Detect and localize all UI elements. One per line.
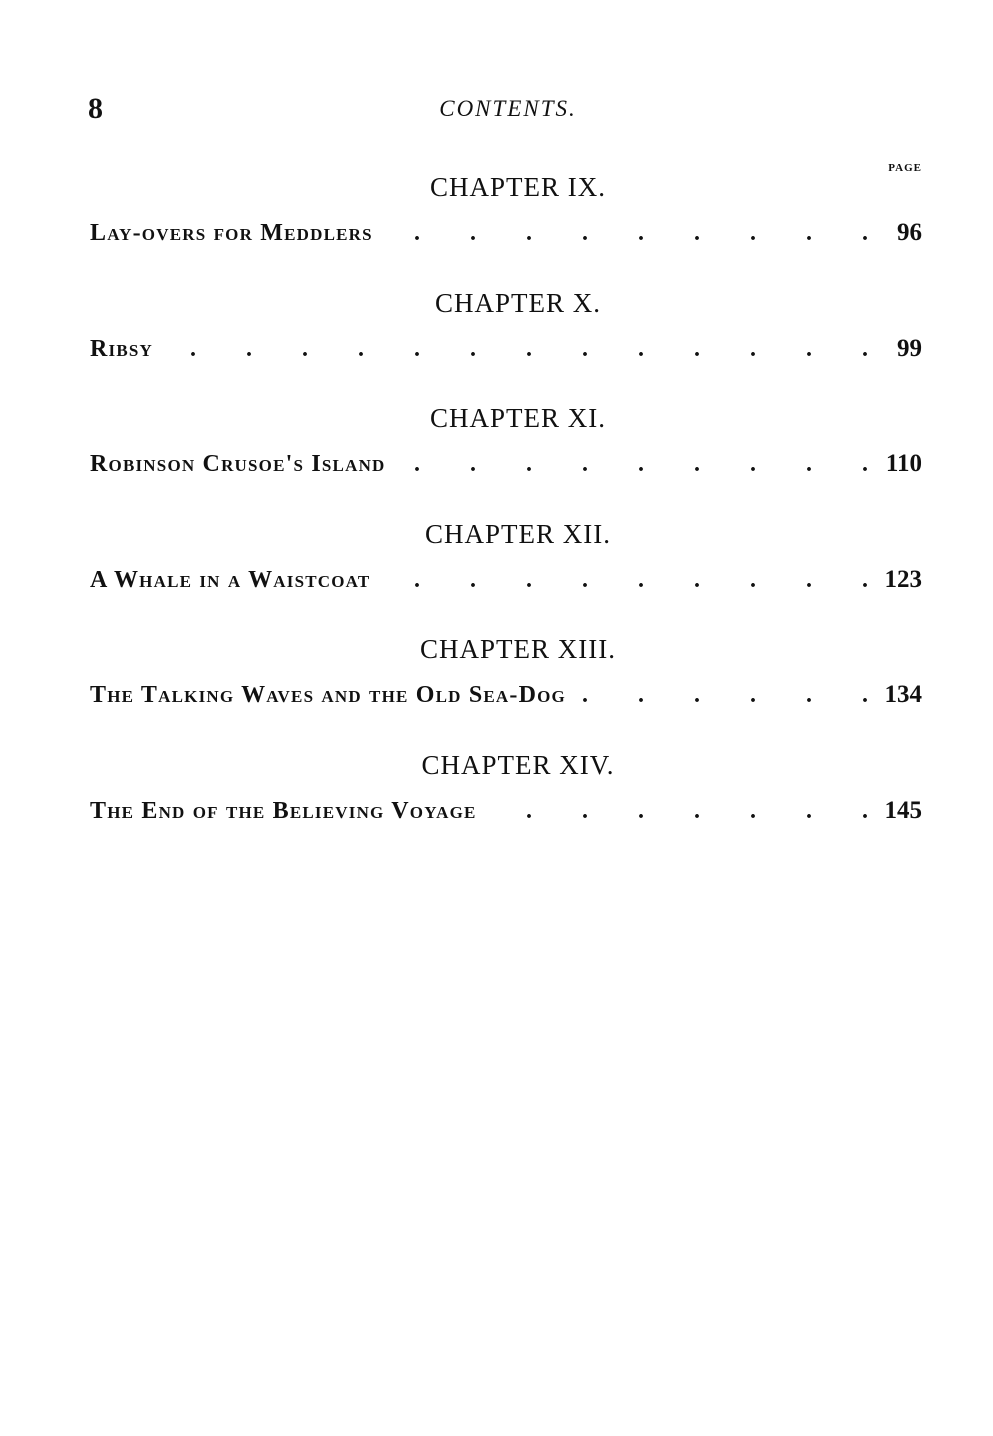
dot-leader bbox=[153, 334, 884, 364]
dot-leader bbox=[386, 449, 884, 479]
entry-title: The Talking Waves and the Old Sea-Dog bbox=[90, 682, 566, 708]
chapter-heading: CHAPTER XIV. bbox=[421, 749, 615, 780]
chapter-heading: CHAPTER XII. bbox=[425, 518, 611, 549]
toc-chapter-13 bbox=[90, 634, 922, 750]
entry-page-number: 123 bbox=[884, 565, 922, 593]
toc-entry bbox=[90, 796, 922, 826]
chapter-heading: CHAPTER XI. bbox=[429, 403, 606, 433]
toc-chapter-11 bbox=[90, 403, 922, 519]
chapter-heading: CHAPTER XIII. bbox=[420, 634, 616, 664]
entry-title: Ribsy bbox=[90, 335, 154, 362]
chapter-heading: CHAPTER IX. bbox=[429, 172, 606, 202]
toc-chapter-10 bbox=[90, 288, 922, 404]
dot-leader bbox=[566, 680, 884, 710]
entry-page-number: 110 bbox=[885, 450, 922, 477]
toc-chapter-12 bbox=[90, 519, 922, 635]
table-of-contents bbox=[90, 172, 922, 865]
toc-entry bbox=[90, 680, 922, 710]
dot-leader bbox=[370, 565, 884, 595]
entry-title: Lay-overs for Meddlers bbox=[90, 220, 373, 246]
page-number: 8 bbox=[88, 92, 103, 125]
entry-title: The End of the Believing Voyage bbox=[90, 797, 477, 824]
entry-page-number: 99 bbox=[897, 334, 922, 362]
entry-title: Robinson Crusoe's Island bbox=[90, 451, 386, 477]
toc-entry bbox=[90, 334, 922, 364]
page-column-label: PAGE bbox=[888, 162, 922, 174]
dot-leader bbox=[477, 796, 884, 826]
toc-chapter-14 bbox=[90, 750, 922, 866]
dot-leader bbox=[373, 218, 884, 248]
running-head: CONTENTS. bbox=[439, 96, 577, 121]
toc-chapter-9 bbox=[90, 172, 922, 288]
entry-page-number: 134 bbox=[884, 681, 922, 708]
toc-entry bbox=[90, 218, 922, 248]
entry-page-number: 96 bbox=[897, 219, 922, 246]
chapter-heading: CHAPTER X. bbox=[434, 287, 601, 318]
toc-entry bbox=[90, 449, 922, 479]
entry-title: A Whale in a Waistcoat bbox=[90, 566, 371, 593]
entry-page-number: 145 bbox=[884, 796, 922, 824]
toc-entry bbox=[90, 565, 922, 595]
